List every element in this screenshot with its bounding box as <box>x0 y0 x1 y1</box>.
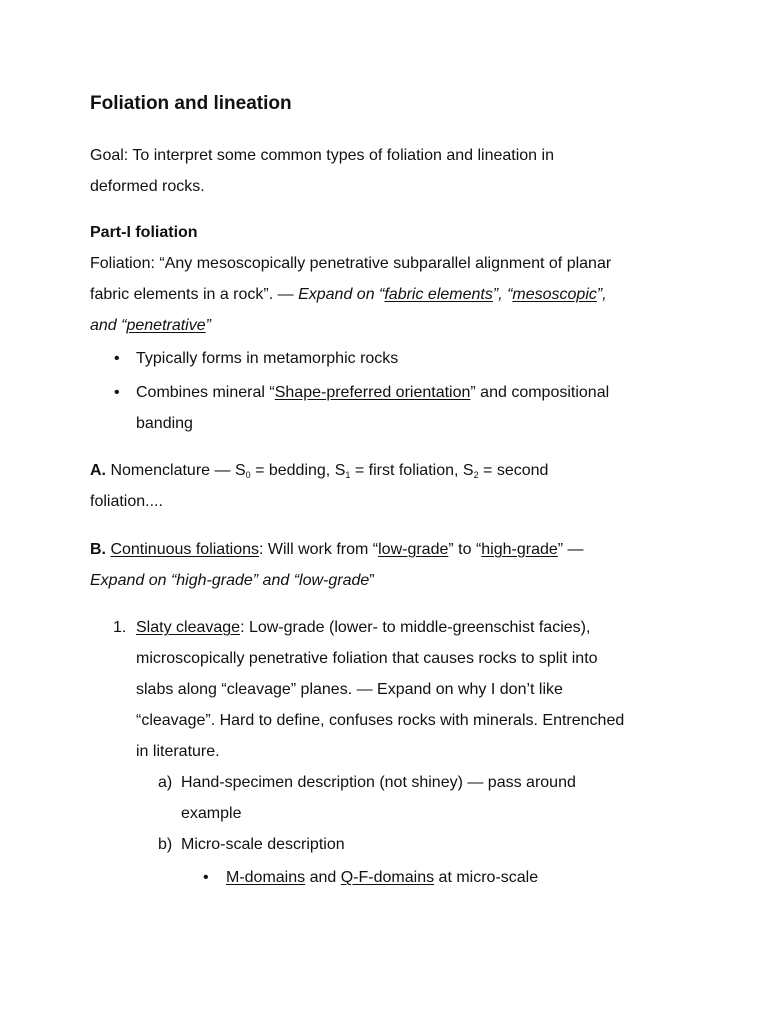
foliation-definition-line-1: Foliation: “Any mesoscopically penetrative subparallel alignment of planar <box>90 255 612 272</box>
slaty-cleavage-line-5: in literature. <box>136 743 220 760</box>
slaty-cleavage-line-1 <box>136 612 590 643</box>
section-a-line-2: foliation.... <box>90 493 163 510</box>
expand-note-end: ” <box>205 317 211 334</box>
term-mesoscopic: mesoscopic <box>512 286 597 303</box>
list-number-1: 1. <box>113 619 127 636</box>
expand-note-sep: ”, “ <box>492 286 513 303</box>
section-b-label: B. <box>90 541 106 558</box>
term-q-f-domains: Q-F-domains <box>340 869 435 886</box>
section-b-text: : Will work from “ <box>259 541 379 558</box>
nomenclature-text: Nomenclature — S <box>106 462 246 479</box>
hand-specimen-line-1: Hand-specimen description (not shiney) — pass around <box>181 774 576 791</box>
foliation-definition-line-3 <box>90 310 211 341</box>
bullet-marker: • <box>114 350 120 367</box>
expand-note: Expand on “ <box>298 286 385 303</box>
expand-note: Expand on “high-grade” and “low-grade <box>90 572 370 589</box>
term-continuous-foliations: Continuous foliations <box>110 541 259 558</box>
section-b-line-2 <box>90 565 375 596</box>
bullet-marker: • <box>114 384 120 401</box>
micro-scale-heading: Micro-scale description <box>181 836 345 853</box>
subscript-0: 0 <box>245 470 251 480</box>
section-a-line-1 <box>90 455 548 486</box>
goal-line-1: Goal: To interpret some common types of foliation and lineation in <box>90 147 554 164</box>
definition-text: fabric elements in a rock”. — <box>90 286 299 303</box>
bullet-text: Combines mineral “ <box>136 384 275 401</box>
bullet-combines-line-1 <box>136 377 609 408</box>
term-low-grade: low-grade <box>378 541 449 558</box>
term-high-grade: high-grade <box>481 541 558 558</box>
subscript-2: 2 <box>473 470 479 480</box>
goal-line-2: deformed rocks. <box>90 178 205 195</box>
bullet-text: ” and compositional <box>470 384 610 401</box>
domains-bullet <box>226 862 538 893</box>
expand-note: and “ <box>90 317 127 334</box>
sublist-label-a: a) <box>158 774 173 791</box>
page-title: Foliation and lineation <box>90 93 292 114</box>
domains-text: at micro-scale <box>434 869 539 886</box>
slaty-cleavage-line-4: “cleavage”. Hard to define, confuses rocks with minerals. Entrenched <box>136 712 625 729</box>
sublist-label-b: b) <box>158 836 173 853</box>
section-b-text: ” to “ <box>448 541 482 558</box>
expand-note-sep: ”, <box>596 286 607 303</box>
bullet-metamorphic: Typically forms in metamorphic rocks <box>136 350 399 367</box>
nomenclature-text: = second <box>478 462 549 479</box>
expand-note-end: ” <box>369 572 375 589</box>
hand-specimen-line-2: example <box>181 805 242 822</box>
term-shape-preferred-orientation: Shape-preferred orientation <box>274 384 471 401</box>
term-m-domains: M-domains <box>226 869 306 886</box>
section-a-label: A. <box>90 462 106 479</box>
nomenclature-text: = first foliation, S <box>350 462 474 479</box>
foliation-definition-line-2 <box>90 279 607 310</box>
slaty-text: : Low-grade (lower- to middle-greenschist facies), <box>240 619 591 636</box>
bullet-marker: • <box>203 869 209 886</box>
section-b-text: ” — <box>557 541 584 558</box>
domains-text: and <box>305 869 341 886</box>
nomenclature-text: = bedding, S <box>250 462 346 479</box>
bullet-combines-line-2: banding <box>136 415 193 432</box>
term-fabric-elements: fabric elements <box>384 286 493 303</box>
term-penetrative: penetrative <box>126 317 206 334</box>
slaty-cleavage-line-3: slabs along “cleavage” planes. — Expand on why I don’t like <box>136 681 563 698</box>
slaty-cleavage-line-2: microscopically penetrative foliation that causes rocks to split into <box>136 650 598 667</box>
section-b-line-1 <box>90 534 584 565</box>
part1-heading: Part-I foliation <box>90 224 198 241</box>
term-slaty-cleavage: Slaty cleavage <box>136 619 241 636</box>
subscript-1: 1 <box>345 470 351 480</box>
